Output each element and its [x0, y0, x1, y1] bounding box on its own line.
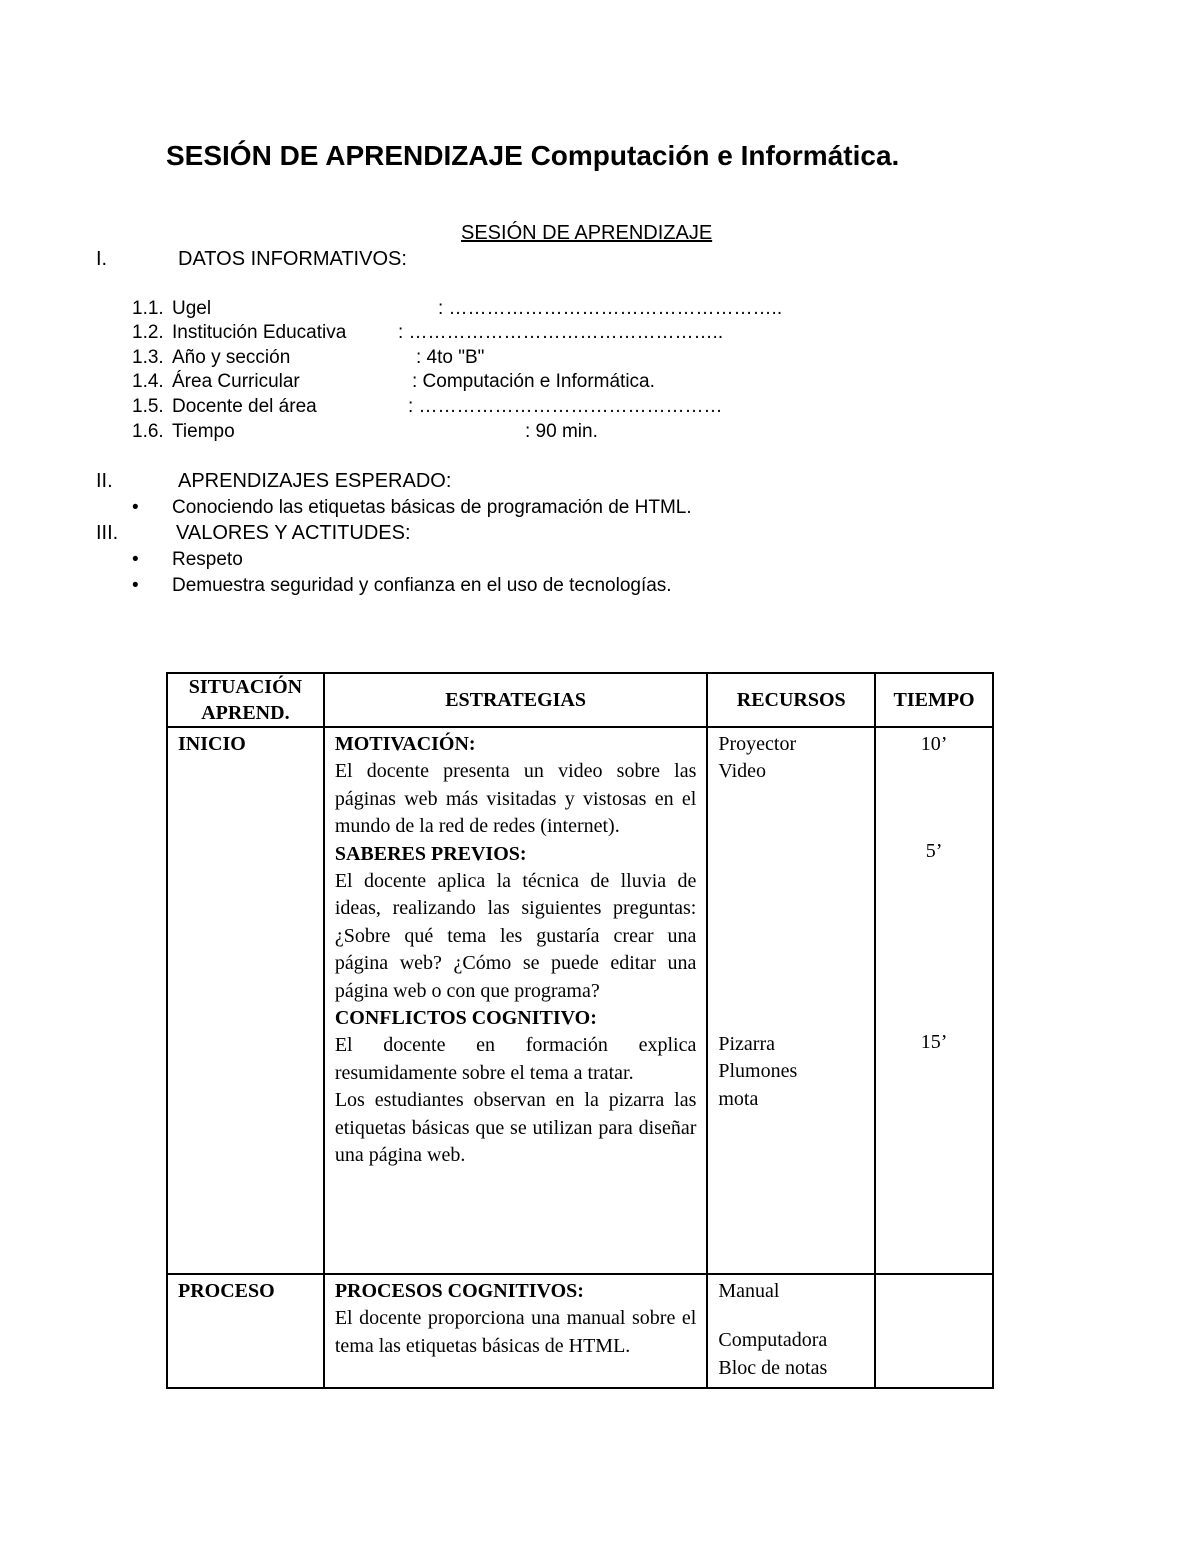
procesos-text: El docente proporciona una manual sobre el tema las etiquetas básicas de HTML. — [334, 1307, 697, 1357]
datos-item-number: 1.3. — [132, 347, 164, 368]
stage-cell — [167, 727, 324, 1274]
datos-item-label: Institución Educativa — [172, 322, 347, 343]
stage-label: INICIO — [178, 733, 246, 755]
recurso-item: Manual — [718, 1280, 780, 1302]
valor-text: Respeto — [172, 549, 243, 570]
estrategias-cell — [324, 1274, 708, 1388]
conflictos-heading: CONFLICTOS COGNITIVO: — [334, 1007, 597, 1030]
datos-item-number: 1.6. — [132, 421, 164, 442]
datos-item-value: : 4to "B" — [416, 347, 485, 368]
procesos-heading: PROCESOS COGNITIVOS: — [334, 1280, 584, 1302]
datos-item-label: Área Curricular — [172, 371, 300, 392]
tiempo-cell — [875, 727, 993, 1274]
section-2-number: II. — [96, 470, 113, 492]
recurso-item: Computadora — [718, 1329, 828, 1352]
aprendizaje-text: Conociendo las etiquetas básicas de programación de HTML. — [172, 497, 692, 518]
datos-item-value: : ………………………………………… — [408, 396, 723, 417]
bullet-icon: • — [132, 575, 139, 596]
header-recursos: RECURSOS — [707, 673, 875, 727]
bullet-icon: • — [132, 497, 139, 518]
motivacion-heading: MOTIVACIÓN: — [334, 733, 476, 755]
recursos-cell — [707, 727, 875, 1274]
datos-item-value: : Computación e Informática. — [412, 371, 655, 392]
table-row-inicio — [167, 727, 993, 1274]
recurso-item: Plumones — [718, 1060, 798, 1083]
saberes-heading: SABERES PREVIOS: — [334, 842, 527, 865]
datos-item-number: 1.1. — [132, 298, 164, 319]
datos-item-value: : …………………………………………….. — [438, 298, 783, 319]
recurso-item: Bloc de notas — [718, 1356, 828, 1379]
document-title: SESIÓN DE APRENDIZAJE Computación e Informática. — [166, 140, 900, 171]
estrategias-cell — [324, 727, 708, 1274]
datos-item-number: 1.4. — [132, 371, 164, 392]
conflictos-text: El docente en formación explica resumidamente sobre el tema a tratar. — [334, 1034, 697, 1084]
recurso-item: Pizarra — [718, 1032, 775, 1055]
section-3-heading: VALORES Y ACTITUDES: — [176, 522, 411, 544]
conflictos-text: Los estudiantes observan en la pizarra las etiquetas básicas que se utilizan para diseñar una página web. — [334, 1089, 697, 1167]
recurso-item: Proyector — [718, 733, 797, 755]
section-1-heading: DATOS INFORMATIVOS: — [178, 248, 407, 270]
header-estrategias: ESTRATEGIAS — [324, 673, 708, 727]
bullet-icon: • — [132, 549, 139, 570]
tiempo-value: 15’ — [920, 1030, 948, 1053]
section-3-number: III. — [96, 522, 119, 544]
datos-item-label: Docente del área — [172, 396, 317, 417]
tiempo-value: 5’ — [925, 840, 943, 863]
header-tiempo: TIEMPO — [875, 673, 993, 727]
section-1-number: I. — [96, 248, 108, 270]
header-situacion: SITUACIÓN APREND. — [167, 673, 324, 727]
datos-item-number: 1.5. — [132, 396, 164, 417]
datos-item-label: Año y sección — [172, 347, 291, 368]
datos-item-value: : 90 min. — [525, 421, 598, 442]
tiempo-value: 10’ — [920, 733, 948, 755]
datos-item-number: 1.2. — [132, 322, 164, 343]
recursos-cell — [707, 1274, 875, 1388]
document-subtitle: SESIÓN DE APRENDIZAJE — [461, 222, 713, 244]
valor-text: Demuestra seguridad y confianza en el uso de tecnologías. — [172, 575, 672, 596]
table-row-proceso — [167, 1274, 993, 1388]
section-2-heading: APRENDIZAJES ESPERADO: — [178, 470, 452, 492]
stage-cell — [167, 1274, 324, 1388]
tiempo-cell — [875, 1274, 993, 1388]
table-header-row — [167, 673, 993, 727]
recurso-item: mota — [718, 1087, 759, 1110]
motivacion-text: El docente presenta un video sobre las páginas web más visitadas y vistosas en el mundo de la red de redes (internet). — [334, 760, 697, 838]
lesson-plan-table — [166, 672, 994, 1389]
datos-item-label: Ugel — [172, 298, 212, 319]
recurso-item: Video — [718, 760, 767, 783]
datos-item-value: : ………………………………………….. — [398, 322, 724, 343]
saberes-text: El docente aplica la técnica de lluvia de ideas, realizando las siguientes preguntas: ¿Sobre qué tema les gustaría crear una página web? ¿Cómo se puede editar una página web o con que programa? — [334, 870, 697, 1002]
datos-item-label: Tiempo — [172, 421, 235, 442]
stage-label: PROCESO — [178, 1280, 275, 1302]
